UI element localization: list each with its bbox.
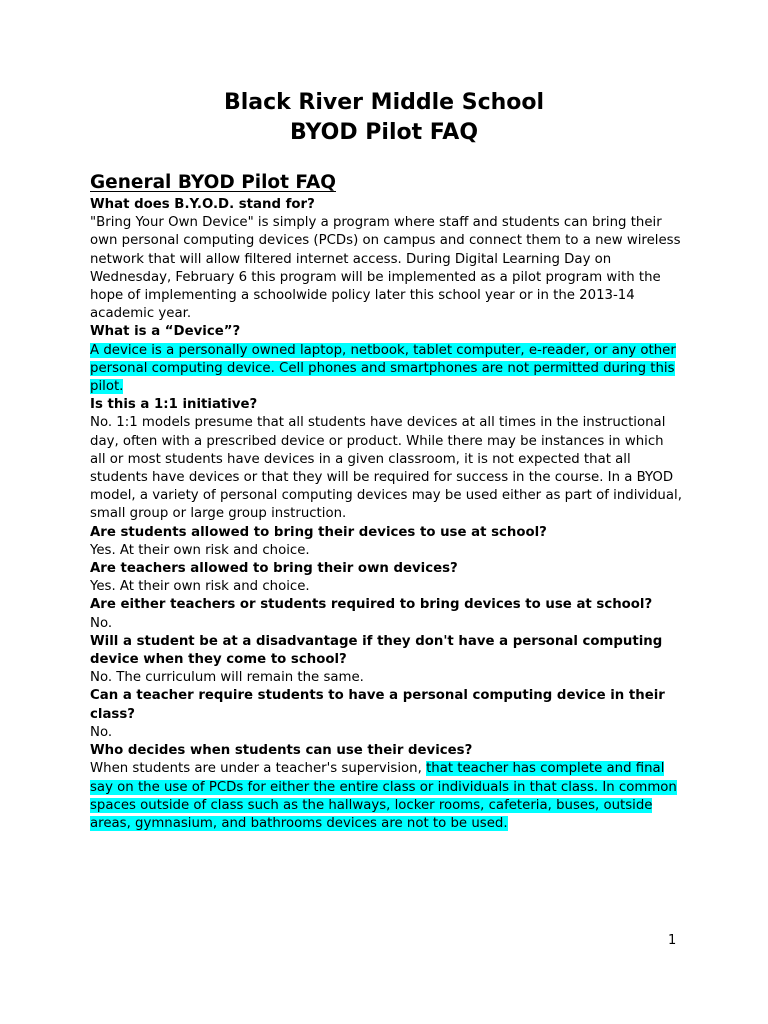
faq-question: Will a student be at a disadvantage if they don't have a personal computing device when they come to school? bbox=[90, 633, 663, 668]
highlighted-text: that teacher has complete and final say on the use of PCDs for either the entire class or individuals in that class. In common spaces outside of class such as the hallways, locker rooms, cafeteria, buses, outside areas, gymnasium, and bathrooms devices are not to be used. bbox=[90, 761, 677, 831]
faq-question: Are either teachers or students required to bring devices to use at school? bbox=[90, 597, 653, 613]
faq-answer bbox=[90, 342, 682, 397]
highlighted-text: A device is a personally owned laptop, netbook, tablet computer, e-reader, or any other personal computing device. Cell phones and smartphones are not permitted during this pilot. bbox=[90, 342, 676, 395]
faq-answer-text: When students are under a teacher's supervision, bbox=[90, 761, 427, 777]
faq-answer: No. bbox=[90, 615, 113, 631]
faq-answer: Yes. At their own risk and choice. bbox=[90, 579, 310, 595]
faq-question: Is this a 1:1 initiative? bbox=[90, 397, 258, 413]
faq-question: What is a “Device”? bbox=[90, 324, 241, 340]
faq-answer: Yes. At their own risk and choice. bbox=[90, 542, 310, 558]
faq-question: What does B.Y.O.D. stand for? bbox=[90, 197, 315, 212]
page-number: 1 bbox=[668, 933, 677, 948]
faq-question: Are students allowed to bring their devices to use at school? bbox=[90, 524, 547, 540]
faq-question: Are teachers allowed to bring their own devices? bbox=[90, 561, 458, 577]
faq-question: Can a teacher require students to have a personal computing device in their class? bbox=[90, 688, 665, 722]
document-title: Black River Middle School bbox=[223, 90, 545, 115]
faq-answer: No. bbox=[90, 724, 113, 740]
section-heading: General BYOD Pilot FAQ bbox=[90, 172, 336, 193]
faq-answer: No. 1:1 models presume that all students have devices at all times in the instructional day, often with a prescribed device or product. While there may be instances in which all or most students have devices in a given classroom, it is not expected that all students have devices or that they will be required for success in the course. In a BYOD model, a variety of personal computing devices may be used either as part of individual, small group or large group instruction. bbox=[90, 415, 682, 522]
faq-question: Who decides when students can use their devices? bbox=[90, 743, 473, 759]
faq-answer: No. The curriculum will remain the same. bbox=[90, 670, 364, 686]
faq-list bbox=[90, 196, 682, 833]
faq-answer: "Bring Your Own Device" is simply a program where staff and students can bring their own personal computing devices (PCDs) on campus and connect them to a new wireless network that will allow filtered internet access. During Digital Learning Day on Wednesday, February 6 this program will be implemented as a pilot program with the hope of implementing a schoolwide policy later this school year or in the 2013-14 academic year. bbox=[90, 215, 681, 322]
document-subtitle: BYOD Pilot FAQ bbox=[289, 120, 479, 145]
faq-answer bbox=[90, 760, 682, 833]
